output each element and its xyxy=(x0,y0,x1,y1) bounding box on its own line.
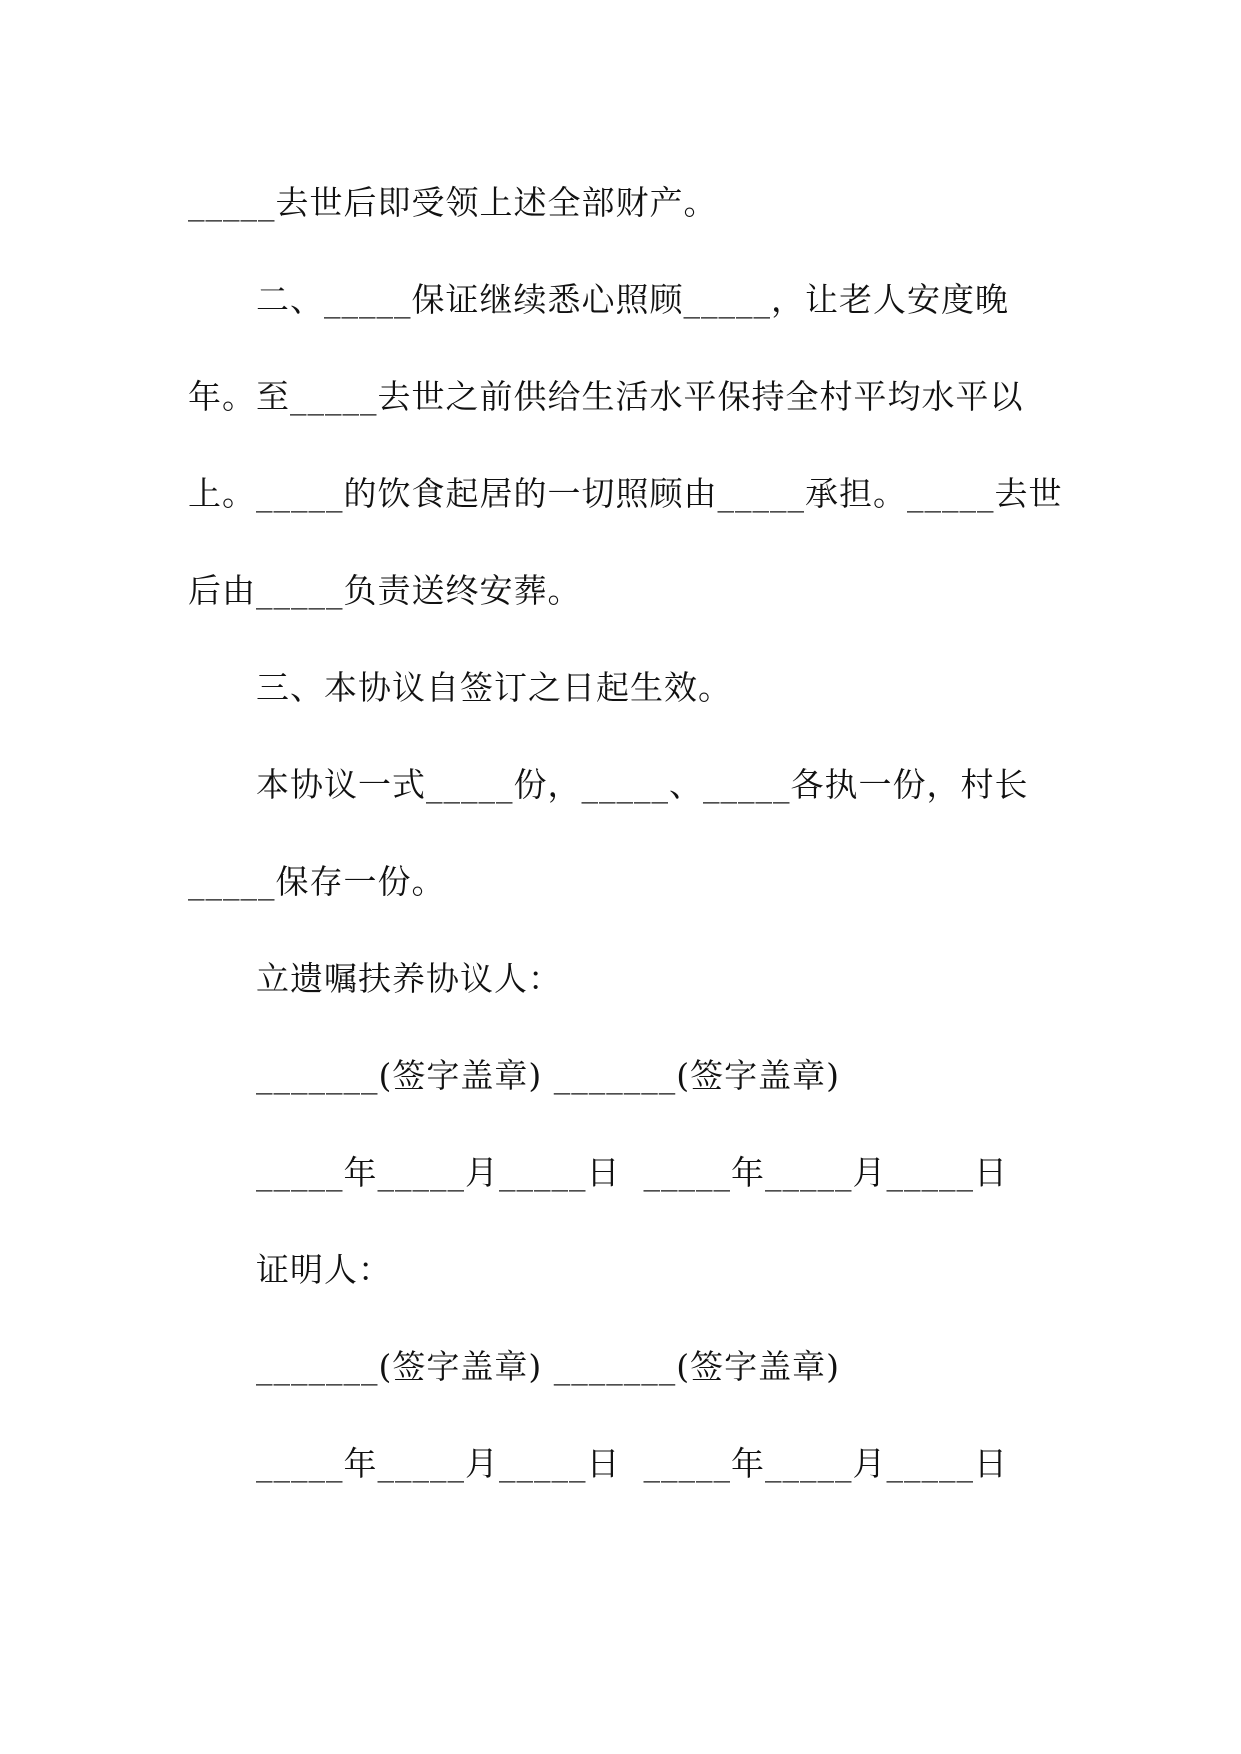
signatory-heading: 立遗嘱扶养协议人： xyxy=(256,959,562,998)
witness-heading: 证明人： xyxy=(256,1250,392,1289)
paragraph-line-6: 三、本协议自签订之日起生效。 xyxy=(256,668,732,707)
paragraph-line-3: 年。至_____去世之前供给生活水平保持全村平均水平以 xyxy=(188,377,1024,416)
witness-date-line: _____年_____月_____日 _____年_____月_____日 xyxy=(256,1444,1008,1483)
witness-signature-line: _______(签字盖章) _______(签字盖章) xyxy=(256,1347,840,1386)
paragraph-line-2: 二、_____保证继续悉心照顾_____，让老人安度晚 xyxy=(256,280,1009,319)
date-line: _____年_____月_____日 _____年_____月_____日 xyxy=(256,1153,1008,1192)
paragraph-line-8: _____保存一份。 xyxy=(188,862,446,901)
paragraph-line-4: 上。_____的饮食起居的一切照顾由_____承担。_____去世 xyxy=(188,474,1063,513)
paragraph-line-7: 本协议一式_____份，_____、_____各执一份，村长 xyxy=(256,765,1029,804)
paragraph-line-5: 后由_____负责送终安葬。 xyxy=(188,571,582,610)
paragraph-line-1: _____去世后即受领上述全部财产。 xyxy=(188,183,718,222)
signature-line: _______(签字盖章) _______(签字盖章) xyxy=(256,1056,840,1095)
